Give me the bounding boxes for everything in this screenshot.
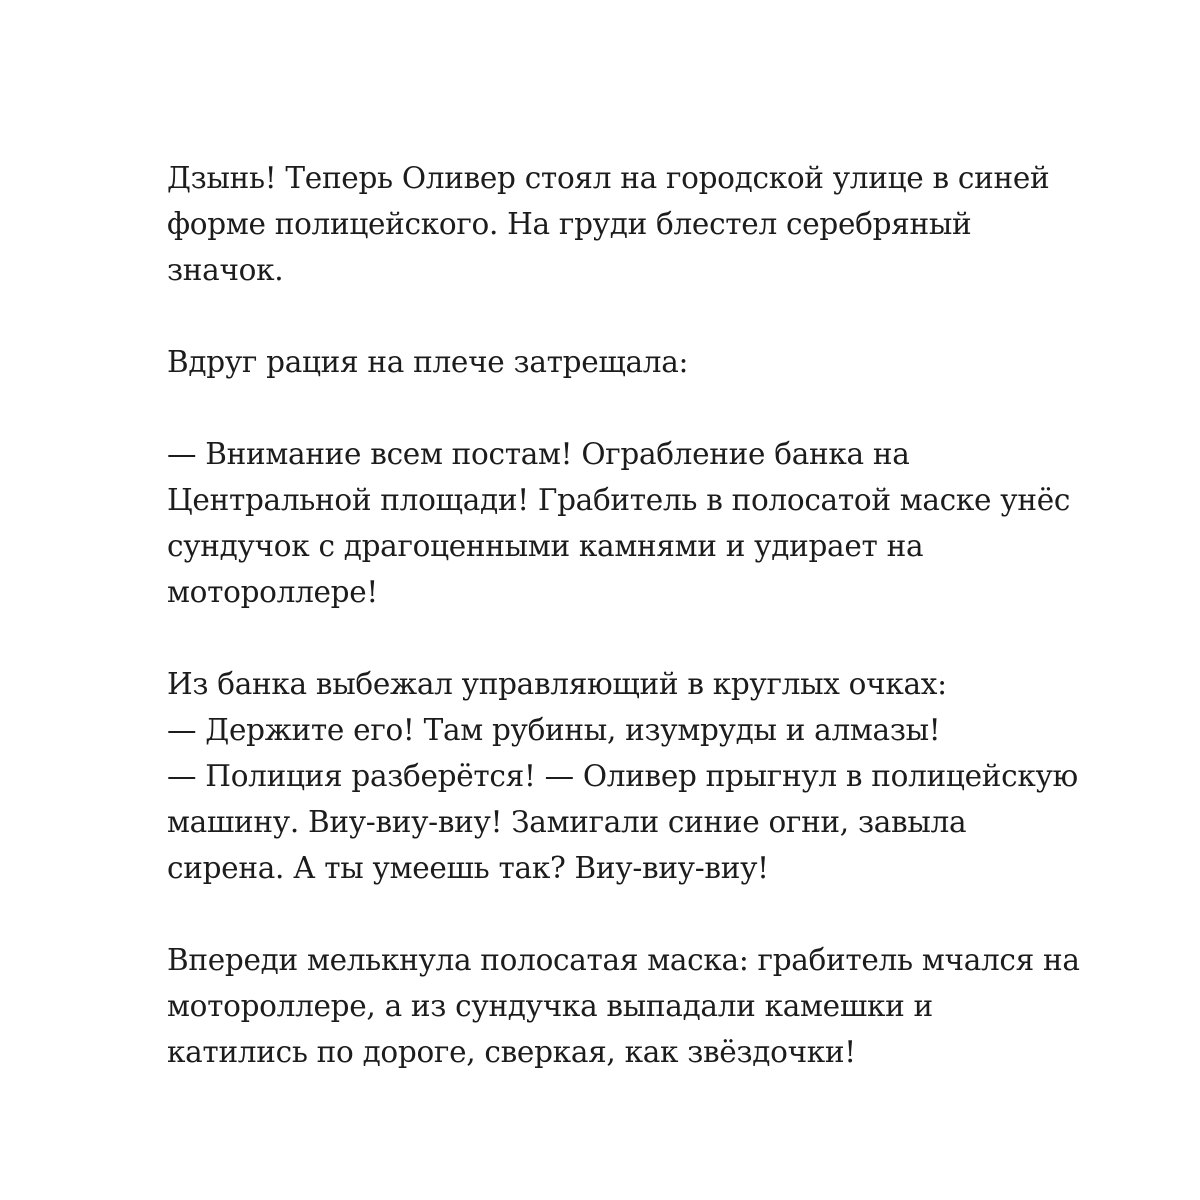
paragraph-arrival [167,155,1127,293]
text-line: значок. [167,253,284,287]
text-line: — Внимание всем постам! Ограбление банка на [167,437,910,471]
paragraph-radio [167,339,1127,385]
story-page [167,155,1127,1075]
paragraph-chase [167,937,1127,1075]
text-line: сирена. А ты умеешь так? Виу-виу-виу! [167,851,769,885]
text-line: Центральной площади! Грабитель в полосатой маске унёс [167,483,1071,517]
text-line: форме полицейского. На груди блестел серебряный [167,207,972,241]
text-line: — Полиция разберётся! — Оливер прыгнул в полицейскую [167,759,1078,793]
text-line: катились по дороге, сверкая, как звёздочки! [167,1035,856,1069]
text-line: Впереди мелькнула полосатая маска: грабитель мчался на [167,943,1080,977]
text-line: мотороллере, а из сундучка выпадали камешки и [167,989,933,1023]
text-line: сундучок с драгоценными камнями и удирает на [167,529,924,563]
text-line: Из банка выбежал управляющий в круглых очках: [167,667,947,701]
text-line: Дзынь! Теперь Оливер стоял на городской улице в синей [167,161,1050,195]
text-line: — Держите его! Там рубины, изумруды и алмазы! [167,713,941,747]
text-line: мотороллере! [167,575,378,609]
paragraph-announcement [167,431,1127,615]
text-line: машину. Виу-виу-виу! Замигали синие огни, завыла [167,805,967,839]
text-line: Вдруг рация на плече затрещала: [167,345,689,379]
paragraph-dialogue [167,661,1127,891]
